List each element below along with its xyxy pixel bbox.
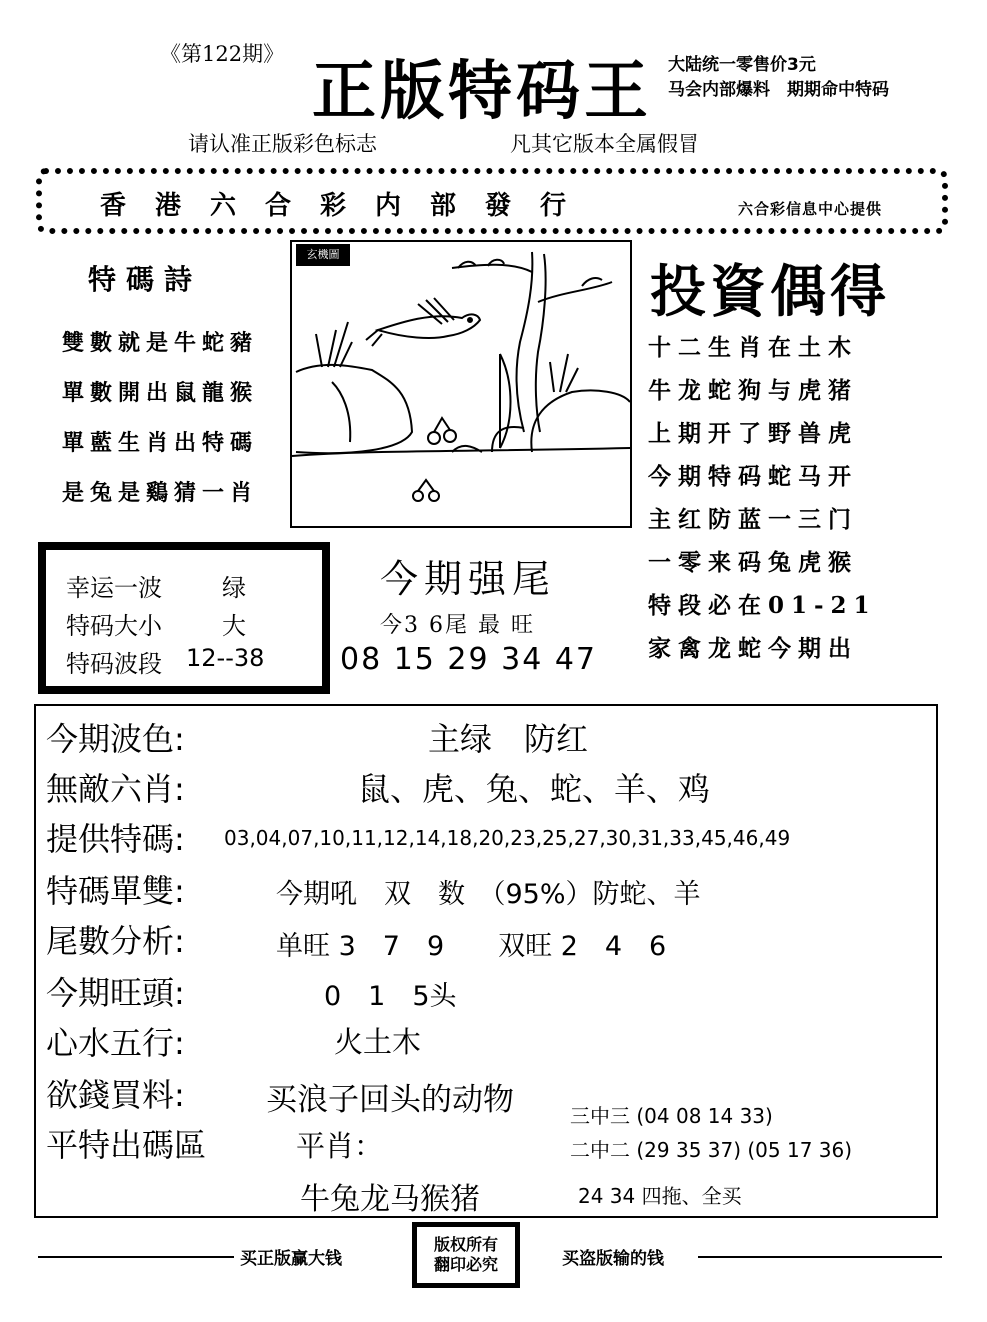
copyright-line-1: 版权所有 — [433, 1235, 498, 1254]
lucky-head-label: 今期旺頭: — [46, 974, 185, 1012]
lucky-size-label: 特码大小 — [66, 612, 162, 640]
flat-zodiac-animals: 牛兔龙马猴猪 — [300, 1182, 480, 1217]
tail-analysis-value: 单旺 3 7 9 双旺 2 4 6 — [276, 931, 667, 962]
invest-line: 家禽龙蛇今期出 — [648, 635, 858, 662]
lucky-head-value: 0 1 5头 — [324, 981, 457, 1012]
wave-color-value: 主绿 防红 — [428, 720, 589, 758]
footer-right-text: 买盗版输的钱 — [562, 1249, 664, 1269]
six-zodiac-value: 鼠、虎、兔、蛇、羊、鸡 — [358, 770, 711, 808]
poem-line: 是兔是鷄猜一肖 — [62, 480, 259, 506]
invest-line: 一零来码兔虎猴 — [648, 549, 858, 576]
wave-color-label: 今期波色: — [46, 720, 185, 758]
buy-info-label: 欲錢買料: — [46, 1076, 185, 1114]
bird-tree-illustration — [292, 242, 630, 526]
combo-drag: 24 34 四拖、全买 — [578, 1184, 742, 1208]
invest-line: 特段必在01-21 — [648, 592, 877, 619]
invest-line: 主红防蓝一三门 — [648, 506, 858, 533]
flat-code-label: 平特出碼區 — [46, 1126, 207, 1164]
poem-line: 單藍生肖出特碼 — [62, 430, 259, 456]
odd-even-label: 特碼單雙: — [46, 872, 185, 910]
lucky-wave-value: 绿 — [222, 574, 246, 602]
poem-line: 單數開出鼠龍猴 — [62, 380, 259, 406]
lucky-wave-label: 幸运一波 — [66, 574, 162, 602]
lucky-size-value: 大 — [222, 612, 246, 640]
provide-code-label: 提供特碼: — [46, 820, 185, 858]
flat-zodiac-label: 平肖： — [296, 1129, 384, 1163]
footer-left-text: 买正版赢大钱 — [240, 1249, 342, 1269]
five-elements-label: 心水五行: — [46, 1024, 185, 1062]
riddle-picture — [290, 240, 632, 528]
footer-divider-right — [698, 1256, 942, 1258]
invest-line: 十二生肖在土木 — [648, 334, 858, 361]
counterfeit-notice: 凡其它版本全属假冒 — [510, 132, 699, 156]
tail-analysis-label: 尾數分析: — [46, 922, 185, 960]
banner-title: 香港六合彩内部發行 — [100, 191, 596, 221]
copyright-line-2: 翻印必究 — [433, 1255, 498, 1274]
five-elements-value: 火土木 — [334, 1025, 422, 1059]
header-slogan: 马会内部爆料 期期命中特码 — [668, 80, 889, 100]
lucky-range-value: 12--38 — [186, 644, 265, 672]
lucky-range-label: 特码波段 — [66, 650, 162, 678]
buy-info-value: 买浪子回头的动物 — [266, 1082, 514, 1118]
strong-tail-title: 今期强尾 — [380, 557, 557, 601]
issue-number: 《第122期》 — [160, 42, 285, 66]
strong-tail-subtitle: 今3 6尾 最 旺 — [380, 613, 535, 638]
invest-line: 上期开了野兽虎 — [648, 420, 858, 447]
provide-code-value: 03,04,07,10,11,12,14,18,20,23,25,27,30,31,33,45,46,49 — [224, 826, 791, 850]
combo-three: 三中三 (04 08 14 33) — [570, 1104, 773, 1128]
retail-price: 大陆统一零售价3元 — [668, 55, 816, 75]
strong-tail-numbers: 08 15 29 34 47 — [340, 642, 598, 677]
footer-divider-left — [38, 1256, 234, 1258]
odd-even-value: 今期吼 双 数 （95%）防蛇、羊 — [276, 879, 701, 910]
invest-line: 今期特码蛇马开 — [648, 463, 858, 490]
authenticity-notice: 请认准正版彩色标志 — [188, 132, 377, 156]
combo-two: 二中二 (29 35 37) (05 17 36) — [570, 1138, 853, 1162]
page-title: 正版特码王 — [312, 54, 652, 129]
poem-title: 特碼詩 — [88, 263, 203, 296]
banner-provider: 六合彩信息中心提供 — [738, 200, 883, 218]
picture-stamp: 玄機圖 — [296, 244, 350, 266]
poem-line: 雙數就是牛蛇豬 — [62, 330, 259, 356]
six-zodiac-label: 無敵六肖: — [46, 770, 185, 808]
invest-title: 投資偶得 — [650, 259, 890, 325]
invest-line: 牛龙蛇狗与虎猪 — [648, 377, 858, 404]
copyright-box — [412, 1222, 520, 1288]
